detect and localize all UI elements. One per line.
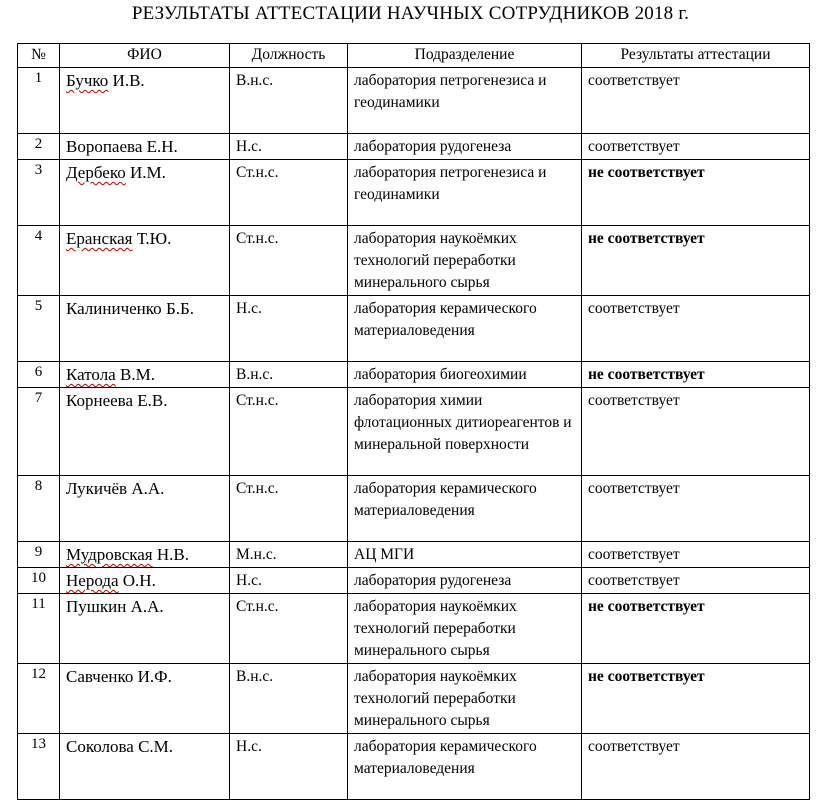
employee-initials: Т.Ю.: [132, 229, 172, 248]
employee-position: Н.с.: [230, 734, 348, 800]
employee-name: [60, 134, 230, 160]
employee-surname: Катола: [66, 365, 116, 384]
employee-surname: Бучко: [66, 71, 109, 90]
employee-department: лаборатория биогеохимии: [348, 362, 582, 388]
column-header-department: Подразделение: [348, 44, 582, 68]
table-row: [18, 160, 810, 226]
result-not-compliant: не соответствует: [582, 664, 810, 734]
employee-initials: Н.В.: [152, 545, 189, 564]
table-row: [18, 362, 810, 388]
row-number: 1: [18, 68, 60, 134]
row-number: 4: [18, 226, 60, 296]
employee-name: [60, 68, 230, 134]
employee-initials: А.А.: [127, 479, 165, 498]
row-number: 2: [18, 134, 60, 160]
employee-surname: Пушкин: [66, 597, 127, 616]
row-number: 8: [18, 476, 60, 542]
employee-position: Ст.н.с.: [230, 476, 348, 542]
table-row: [18, 568, 810, 594]
employee-surname: Еранская: [66, 229, 133, 248]
employee-surname: Лукичёв: [66, 479, 128, 498]
employee-position: Ст.н.с.: [230, 388, 348, 476]
result-compliant: соответствует: [582, 734, 810, 800]
employee-department: лаборатория наукоёмких технологий переработки минерального сырья: [348, 226, 582, 296]
column-header-result: Результаты аттестации: [582, 44, 810, 68]
employee-position: М.н.с.: [230, 542, 348, 568]
employee-position: Н.с.: [230, 296, 348, 362]
employee-department: лаборатория рудогенеза: [348, 134, 582, 160]
employee-position: Ст.н.с.: [230, 594, 348, 664]
table-row: [18, 594, 810, 664]
result-compliant: соответствует: [582, 542, 810, 568]
table-row: [18, 134, 810, 160]
table-header-row: [18, 44, 810, 68]
employee-department: АЦ МГИ: [348, 542, 582, 568]
employee-name: [60, 568, 230, 594]
employee-position: В.н.с.: [230, 664, 348, 734]
row-number: 6: [18, 362, 60, 388]
employee-department: лаборатория наукоёмких технологий переработки минерального сырья: [348, 594, 582, 664]
result-compliant: соответствует: [582, 134, 810, 160]
employee-name: [60, 362, 230, 388]
employee-position: В.н.с.: [230, 362, 348, 388]
result-not-compliant: не соответствует: [582, 226, 810, 296]
employee-position: В.н.с.: [230, 68, 348, 134]
employee-position: Ст.н.с.: [230, 226, 348, 296]
employee-position: Н.с.: [230, 568, 348, 594]
employee-position: Н.с.: [230, 134, 348, 160]
row-number: 9: [18, 542, 60, 568]
employee-name: [60, 160, 230, 226]
employee-name: [60, 388, 230, 476]
employee-name: [60, 476, 230, 542]
employee-surname: Корнеева: [66, 391, 134, 410]
employee-department: лаборатория петрогенезиса и геодинамики: [348, 68, 582, 134]
table-row: [18, 476, 810, 542]
employee-initials: И.М.: [125, 163, 166, 182]
employee-department: лаборатория наукоёмких технологий переработки минерального сырья: [348, 664, 582, 734]
employee-department: лаборатория рудогенеза: [348, 568, 582, 594]
employee-department: лаборатория петрогенезиса и геодинамики: [348, 160, 582, 226]
row-number: 3: [18, 160, 60, 226]
employee-initials: Б.Б.: [161, 299, 194, 318]
employee-surname: Соколова: [66, 737, 134, 756]
row-number: 11: [18, 594, 60, 664]
result-compliant: соответствует: [582, 296, 810, 362]
employee-name: [60, 226, 230, 296]
employee-department: лаборатория керамического материаловедения: [348, 296, 582, 362]
employee-surname: Калиниченко: [66, 299, 162, 318]
employee-initials: В.М.: [115, 365, 155, 384]
page-title: РЕЗУЛЬТАТЫ АТТЕСТАЦИИ НАУЧНЫХ СОТРУДНИКОВ 2018 г.: [131, 3, 690, 24]
result-compliant: соответствует: [582, 68, 810, 134]
table-row: [18, 388, 810, 476]
employee-initials: И.Ф.: [133, 667, 172, 686]
employee-name: [60, 542, 230, 568]
column-header-number: №: [18, 44, 60, 68]
employee-surname: Савченко: [66, 667, 134, 686]
result-not-compliant: не соответствует: [582, 362, 810, 388]
row-number: 10: [18, 568, 60, 594]
result-compliant: соответствует: [582, 476, 810, 542]
employee-name: [60, 664, 230, 734]
result-not-compliant: не соответствует: [582, 594, 810, 664]
employee-initials: О.Н.: [118, 571, 156, 590]
row-number: 7: [18, 388, 60, 476]
employee-surname: Воропаева: [66, 137, 143, 156]
employee-surname: Мудровская: [66, 545, 153, 564]
employee-initials: С.М.: [133, 737, 174, 756]
table-row: [18, 664, 810, 734]
employee-department: лаборатория керамического материаловедения: [348, 476, 582, 542]
employee-initials: Е.Н.: [142, 137, 178, 156]
result-compliant: соответствует: [582, 388, 810, 476]
employee-initials: И.В.: [108, 71, 145, 90]
column-header-name: ФИО: [60, 44, 230, 68]
table-row: [18, 226, 810, 296]
employee-initials: Е.В.: [133, 391, 168, 410]
table-row: [18, 68, 810, 134]
employee-initials: А.А.: [126, 597, 164, 616]
employee-surname: Нерода: [66, 571, 119, 590]
result-not-compliant: не соответствует: [582, 160, 810, 226]
row-number: 13: [18, 734, 60, 800]
employee-department: лаборатория химии флотационных дитиореагентов и минеральной поверхности: [348, 388, 582, 476]
employee-name: [60, 594, 230, 664]
row-number: 5: [18, 296, 60, 362]
table-row: [18, 296, 810, 362]
row-number: 12: [18, 664, 60, 734]
column-header-position: Должность: [230, 44, 348, 68]
result-compliant: соответствует: [582, 568, 810, 594]
employee-position: Ст.н.с.: [230, 160, 348, 226]
employee-department: лаборатория керамического материаловедения: [348, 734, 582, 800]
table-row: [18, 542, 810, 568]
employee-surname: Дербеко: [66, 163, 126, 182]
employee-name: [60, 296, 230, 362]
attestation-table: [17, 43, 810, 800]
